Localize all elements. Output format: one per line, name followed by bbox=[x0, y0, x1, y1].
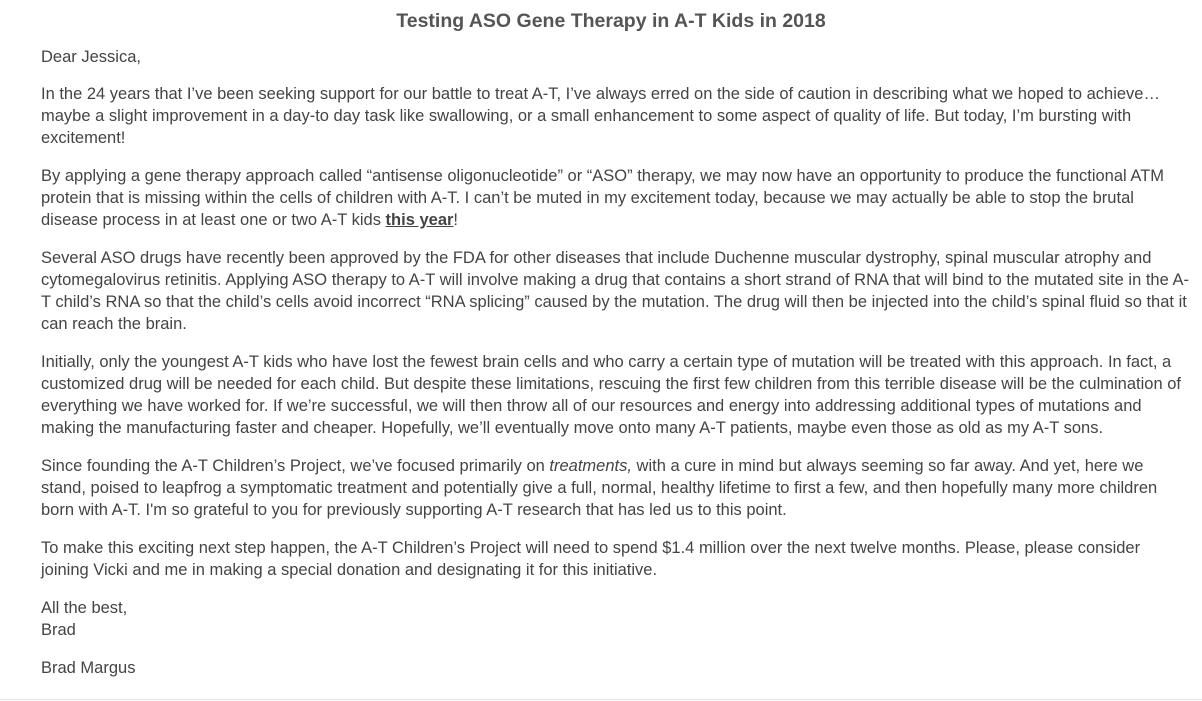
paragraph-intro: In the 24 years that I’ve been seeking support for our battle to treat A-T, I’ve always erred on the side of caution in describing what we hoped to achieve… maybe a slight improvement in a day-to day task like swallowing, or a small enhancement to some aspect of quality of life. But today, I’m bursting with excitement! bbox=[41, 85, 1160, 147]
this-year-emphasis: this year bbox=[385, 211, 454, 229]
treatments-emphasis: treatments, bbox=[549, 457, 632, 475]
greeting: Dear Jessica, bbox=[41, 48, 141, 66]
paragraph-aso-end: ! bbox=[453, 211, 459, 229]
paragraph-aso-approach bbox=[41, 165, 1191, 231]
signature-short: Brad bbox=[41, 621, 76, 639]
bottom-divider bbox=[0, 699, 1202, 700]
paragraph-founding-text: Since founding the A-T Children’s Project, we’ve focused primarily on bbox=[41, 457, 550, 475]
paragraph-founding-rest: with a cure in mind but always seeming so far away. And yet, here we stand, poised to leapfrog a symptomatic treatment and potentially give a full, normal, healthy lifetime to first a few, and then hopefully many more children born with A-T. I'm so grateful to you for previously supporting A-T research that has led us to this point. bbox=[41, 457, 1158, 519]
paragraph-fda-drugs: Several ASO drugs have recently been approved by the FDA for other diseases that include Duchenne muscular dystrophy, spinal muscular atrophy and cytomegalovirus retinitis. Applying ASO therapy to A-T will involve making a drug that contains a short strand of RNA that will bind to the mutated site in the A-T child’s RNA so that the child’s cells avoid incorrect “RNA splicing” caused by the mutation. The drug will then be injected into the child’s spinal fluid so that it can reach the brain. bbox=[41, 249, 1189, 333]
paragraph-founding bbox=[41, 455, 1191, 521]
paragraph-initial-treatment: Initially, only the youngest A-T kids who have lost the fewest brain cells and who carry a certain type of mutation will be treated with this approach. In fact, a customized drug will be needed for each child. But despite these limitations, rescuing the first few children from this terrible disease will be the culmination of everything we have worked for. If we’re successful, we will then throw all of our resources and energy into addressing additional types of mutations and making the manufacturing faster and cheaper. Hopefully, we’ll eventually move onto many A-T patients, maybe even those as old as my A-T sons. bbox=[41, 353, 1181, 437]
closing-line: All the best, bbox=[41, 599, 128, 617]
letter-body bbox=[41, 46, 1191, 695]
sign-off bbox=[41, 597, 1191, 641]
paragraph-aso-text: By applying a gene therapy approach called “antisense oligonucleotide” or “ASO” therapy, we may now have an opportunity to produce the functional ATM protein that is missing within the cells of children with A-T. I can’t be muted in my excitement today, because we may actually be able to stop the brutal disease process in at least one or two A-T kids bbox=[41, 167, 1164, 229]
letter-title: Testing ASO Gene Therapy in A-T Kids in 2018 bbox=[396, 10, 826, 32]
signature-full-name: Brad Margus bbox=[41, 659, 136, 677]
paragraph-donation-request: To make this exciting next step happen, the A-T Children’s Project will need to spend $1.4 million over the next twelve months. Please, please consider joining Vicki and me in making a special donation and designating it for this initiative. bbox=[41, 539, 1141, 579]
